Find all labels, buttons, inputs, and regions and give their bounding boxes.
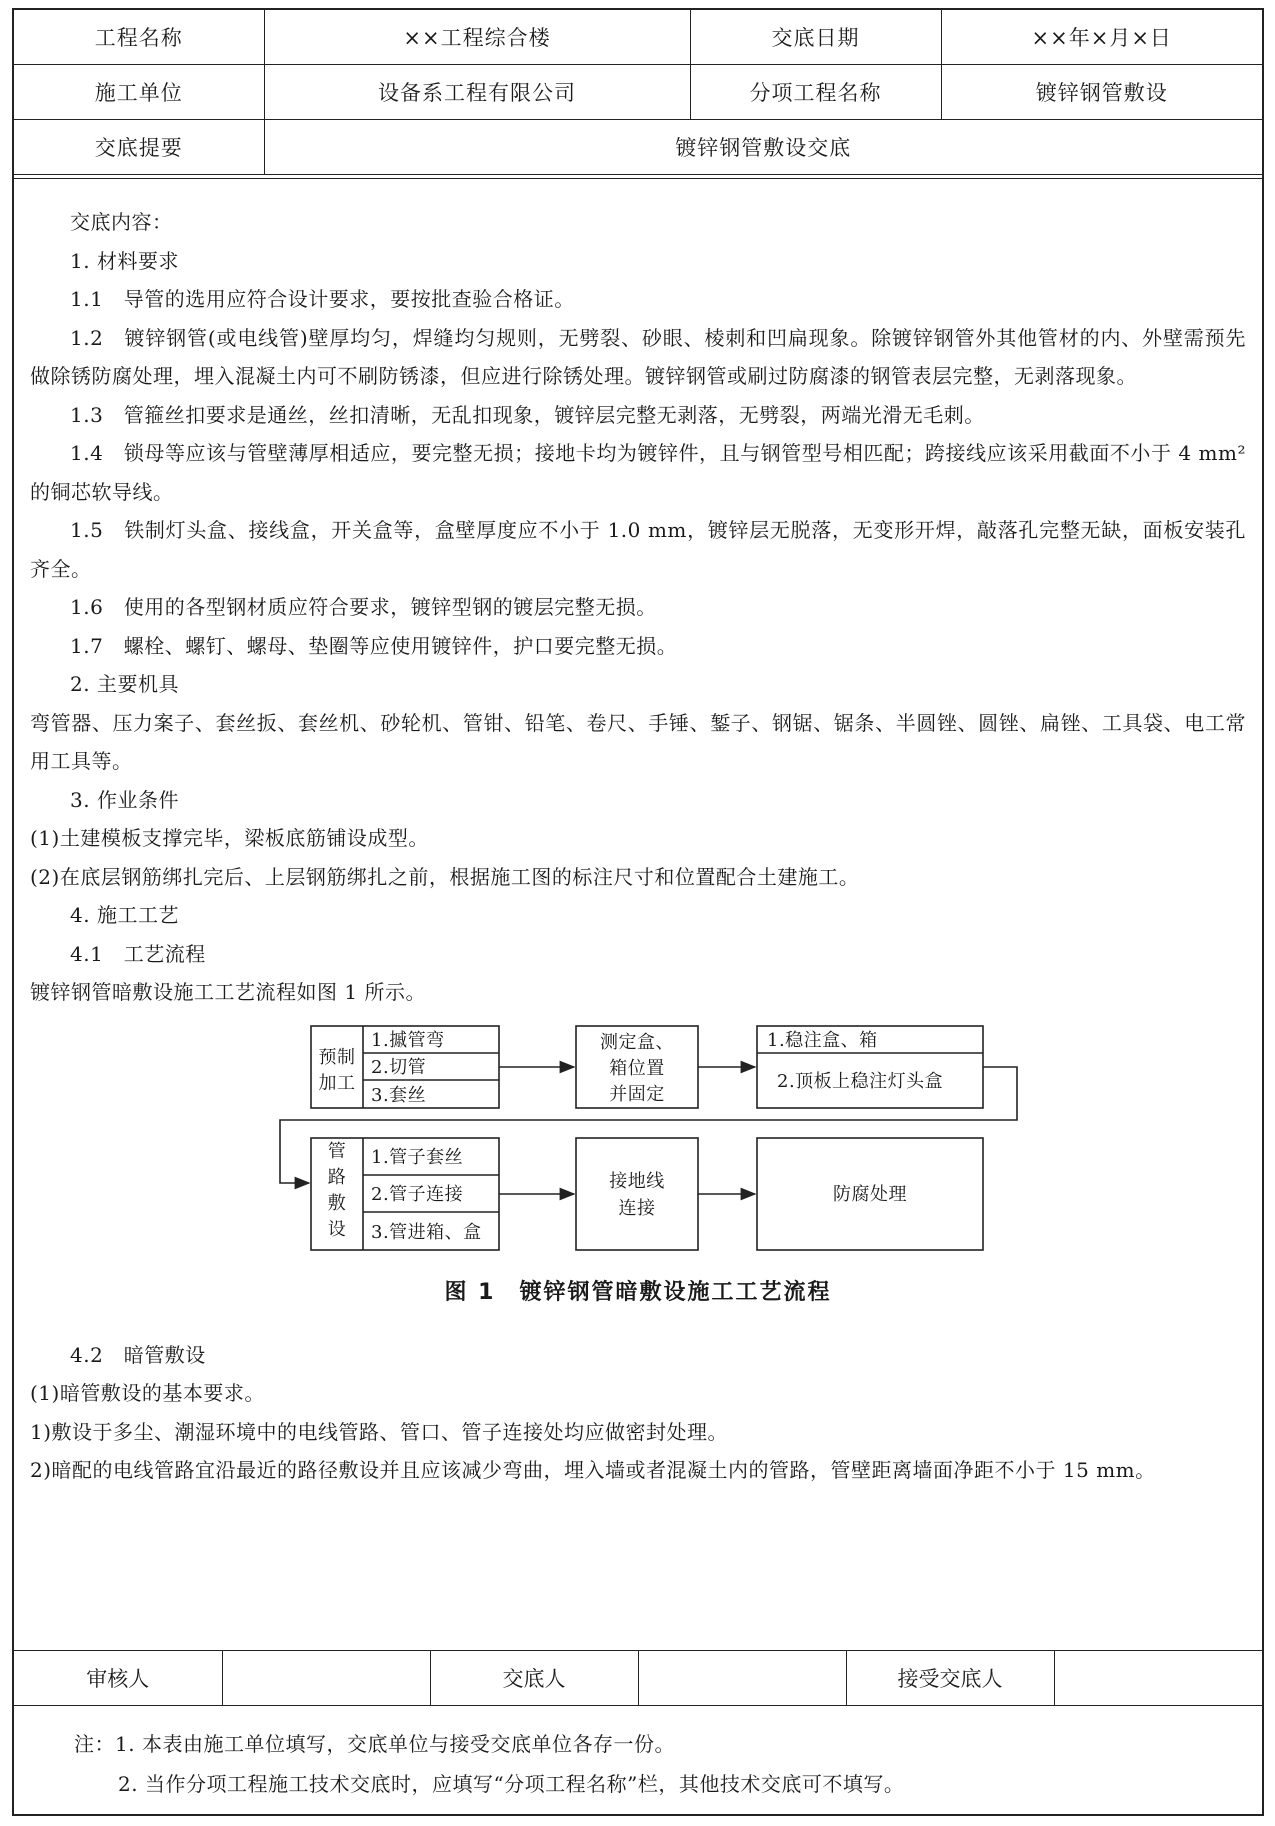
project-name-label: 工程名称: [14, 10, 264, 65]
notes: [14, 1706, 1262, 1804]
box4-item-2: 2.管子连接: [371, 1183, 464, 1205]
sub-project-value: 镀锌钢管敷设: [941, 65, 1262, 120]
reviewer-label: 审核人: [14, 1651, 222, 1706]
project-name-value: ××工程综合楼: [264, 10, 690, 65]
content-section: [14, 178, 1262, 1650]
note-2: 2. 当作分项工程施工技术交底时，应填写“分项工程名称”栏，其他技术交底可不填写。: [118, 1772, 905, 1796]
figure-caption: 图 1 镀锌钢管暗敷设施工工艺流程: [444, 1279, 832, 1305]
section-3-heading: 3. 作业条件: [70, 787, 179, 812]
unit-label: 施工单位: [14, 65, 264, 120]
item-1-5: 1.5 铁制灯头盒、接线盒，开关盒等，盒壁厚度应不小于 1.0 mm，镀锌层无脱落，无变形开焊，敲落孔完整无缺，面板安装孔齐全。: [30, 518, 1246, 581]
box4-item-1: 1.管子套丝: [371, 1146, 464, 1168]
box3-item-1: 1.稳注盒、箱: [767, 1029, 878, 1051]
section-2-heading: 2. 主要机具: [70, 672, 179, 696]
condition-2: (2)在底层钢筋绑扎完后、上层钢筋绑扎之前，根据施工图的标注尺寸和位置配合土建施工。: [30, 864, 860, 889]
item-1-4: 1.4 锁母等应该与管壁薄厚相适应，要完整无损；接地卡均为镀锌件，且与钢管型号相匹配；跨接线应该采用截面不小于 4 mm² 的铜芯软导线。: [30, 441, 1246, 504]
process-flowchart: [30, 1012, 1246, 1322]
footer-section: [14, 1650, 1262, 1804]
item-4-2-1-2: 2)暗配的电线管路宜沿最近的路径敷设并且应该减少弯曲，埋入墙或者混凝土内的管路，管壁距离墙面净距不小于 15 mm。: [30, 1458, 1156, 1482]
item-1-3: 1.3 管箍丝扣要求是通丝，丝扣清晰，无乱扣现象，镀锌层完整无剥落，无劈裂，两端光滑无毛刺。: [70, 402, 985, 427]
summary-label: 交底提要: [14, 120, 264, 175]
box6-label: 防腐处理: [833, 1183, 907, 1205]
box2-line-3: 并固定: [609, 1083, 665, 1105]
discloser-field[interactable]: [638, 1651, 846, 1706]
date-label: 交底日期: [690, 10, 941, 65]
summary-value: 镀锌钢管敷设交底: [264, 120, 1262, 175]
box-grounding: [576, 1138, 698, 1250]
box4-title-1: 管: [327, 1140, 347, 1162]
box4-item-3: 3.管进箱、盒: [371, 1221, 482, 1243]
box1-title-1: 预制: [318, 1046, 356, 1068]
box1-item-1: 1.摵管弯: [371, 1029, 445, 1051]
section-1-heading: 1. 材料要求: [70, 248, 179, 273]
receiver-label: 接受交底人: [846, 1651, 1054, 1706]
discloser-label: 交底人: [430, 1651, 638, 1706]
signature-table: [14, 1650, 1262, 1706]
tools-list: 弯管器、压力案子、套丝扳、套丝机、砂轮机、管钳、铅笔、卷尺、手锤、錾子、钢锯、锯条、半圆锉、圆锉、扁锉、工具袋、电工常用工具等。: [30, 710, 1246, 773]
box4-title-2: 路: [327, 1166, 347, 1188]
receiver-field[interactable]: [1054, 1651, 1262, 1706]
item-4-1-text: 镀锌钢管暗敷设施工工艺流程如图 1 所示。: [30, 980, 426, 1004]
reviewer-field[interactable]: [222, 1651, 430, 1706]
box1-title-2: 加工: [318, 1072, 356, 1094]
box5-line-2: 连接: [618, 1197, 656, 1219]
box4-title-3: 敷: [327, 1192, 347, 1214]
note-1: 注：1. 本表由施工单位填写，交底单位与接受交底单位各存一份。: [74, 1732, 675, 1756]
header-table: [14, 10, 1262, 175]
item-1-1: 1.1 导管的选用应符合设计要求，要按批查验合格证。: [70, 287, 575, 311]
box2-line-2: 箱位置: [609, 1057, 665, 1079]
box4-title-4: 设: [327, 1218, 347, 1240]
item-1-6: 1.6 使用的各型钢材质应符合要求，镀锌型钢的镀层完整无损。: [70, 595, 657, 619]
box5-line-1: 接地线: [609, 1170, 665, 1192]
item-4-2: 4.2 暗管敷设: [70, 1342, 206, 1367]
condition-1: (1)土建模板支撑完毕，梁板底筋铺设成型。: [30, 826, 429, 850]
disclosure-form: [12, 8, 1264, 1816]
flowchart-diagram: [30, 1012, 1250, 1272]
box1-item-3: 3.套丝: [371, 1084, 427, 1106]
item-4-1: 4.1 工艺流程: [70, 941, 206, 966]
sub-project-label: 分项工程名称: [690, 65, 941, 120]
intro: 交底内容：: [70, 210, 173, 234]
box3-item-2: 2.顶板上稳注灯头盒: [777, 1070, 944, 1092]
item-4-2-1-1: 1)敷设于多尘、潮湿环境中的电线管路、管口、管子连接处均应做密封处理。: [30, 1419, 729, 1444]
date-value: ××年×月×日: [941, 10, 1262, 65]
item-1-2: 1.2 镀锌钢管(或电线管)壁厚均匀，焊缝均匀规则，无劈裂、砂眼、棱刺和凹扁现象。除镀锌钢管外其他管材的内、外壁需预先做除锈防腐处理，埋入混凝土内可不刷防锈漆，但应进行除锈处理。镀锌钢管或刷过防腐漆的钢管表层完整，无剥落现象。: [30, 325, 1246, 388]
box2-line-1: 测定盒、: [600, 1031, 674, 1053]
item-4-2-1: (1)暗管敷设的基本要求。: [30, 1381, 265, 1405]
section-4-heading: 4. 施工工艺: [70, 903, 179, 927]
item-1-7: 1.7 螺栓、螺钉、螺母、垫圈等应使用镀锌件，护口要完整无损。: [70, 633, 678, 658]
box1-item-2: 2.切管: [371, 1056, 427, 1078]
unit-value: 设备系工程有限公司: [264, 65, 690, 120]
